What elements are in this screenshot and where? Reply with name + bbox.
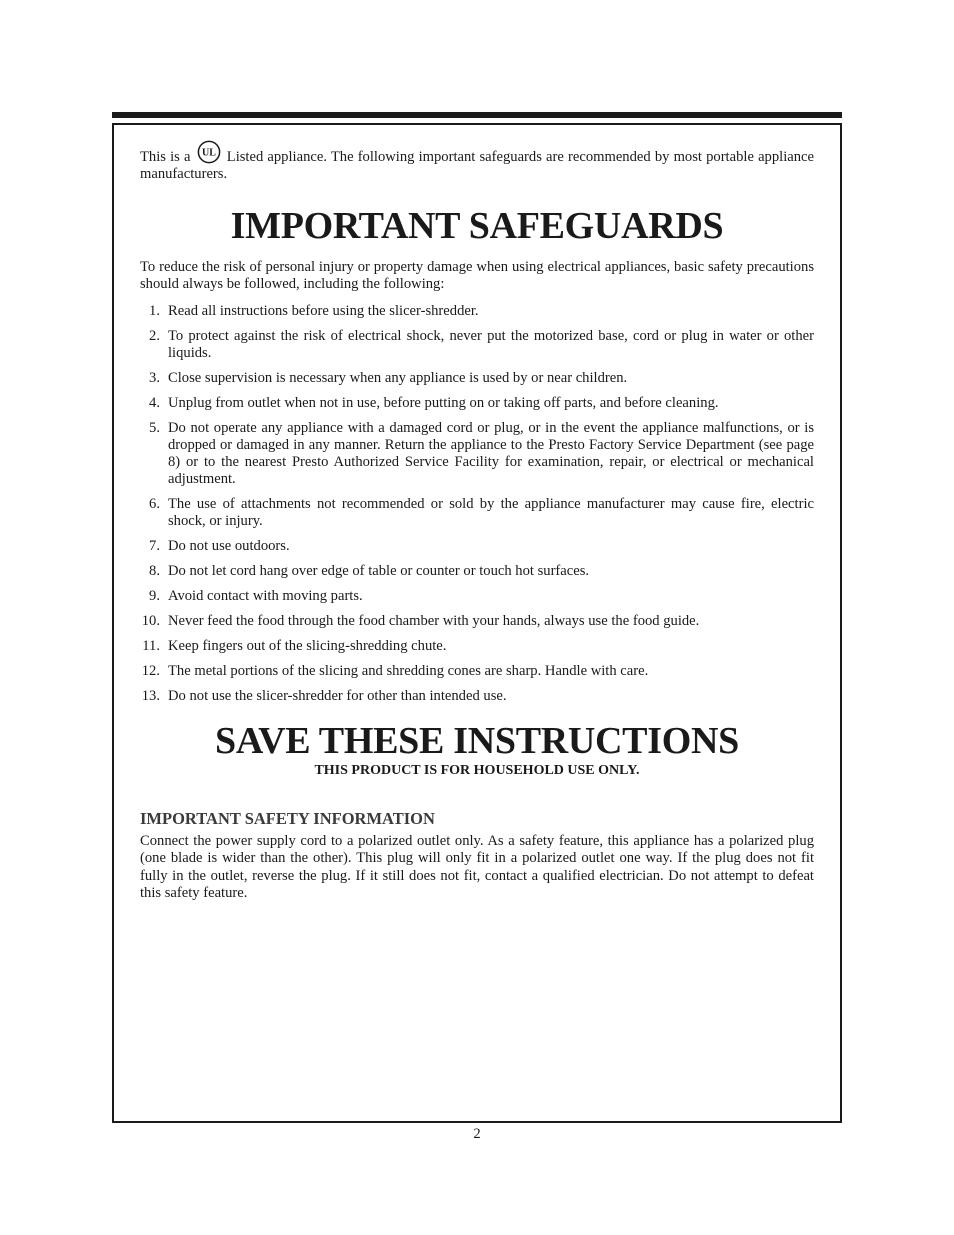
list-item-text: The use of attachments not recommended or sold by the appliance manufacturer may cause fire, electric shock, or injury.	[168, 496, 814, 529]
list-item-text: Do not operate any appliance with a damaged cord or plug, or in the event the appliance malfunctions, or is dropped or damaged in any manner. Return the appliance to the Presto Factory Service Department (see page 8) or to the nearest Presto Authorized Service Facility for examination, repair, or electrical or mechanical adjustment.	[168, 420, 814, 487]
list-item-number: 11.	[142, 638, 160, 654]
list-item-text: Do not use the slicer-shredder for other than intended use.	[168, 688, 507, 704]
list-item	[140, 328, 814, 362]
list-item-number: 10.	[141, 613, 160, 629]
list-item-number: 1.	[149, 303, 160, 319]
list-item-number: 3.	[149, 370, 160, 386]
ul-listed-mark-icon	[197, 140, 221, 164]
list-item-text: Read all instructions before using the slicer-shredder.	[168, 303, 479, 319]
list-item-number: 9.	[149, 588, 160, 604]
list-item-text: Never feed the food through the food chamber with your hands, always use the food guide.	[168, 613, 700, 629]
ul-mark-letters: UL	[201, 147, 216, 159]
list-item	[140, 638, 814, 655]
list-item	[140, 370, 814, 387]
list-item-text: Close supervision is necessary when any appliance is used by or near children.	[168, 370, 628, 386]
safeguards-list	[140, 303, 814, 705]
intro-paragraph	[140, 140, 814, 183]
list-item-text: Do not let cord hang over edge of table or counter or touch hot surfaces.	[168, 563, 590, 579]
list-item-number: 5.	[149, 420, 160, 436]
save-instructions-title: SAVE THESE INSTRUCTIONS	[215, 720, 739, 762]
list-item-number: 6.	[149, 496, 160, 512]
intro-after-mark: Listed appliance. The following important safeguards are recommended by most portable appliance manufacturers.	[140, 149, 814, 182]
safety-information-body: Connect the power supply cord to a polarized outlet only. As a safety feature, this appliance has a polarized plug (one blade is wider than the other). This plug will only fit in a polarized outlet one way. If the plug does not fit fully in the outlet, reverse the plug. If it still does not fit, contact a qualified electrician. Do not attempt to defeat this safety feature.	[140, 833, 814, 901]
intro-before-mark: This is a	[140, 149, 191, 165]
list-item-number: 12.	[141, 663, 160, 679]
list-item	[140, 563, 814, 580]
list-item-number: 2.	[149, 328, 160, 344]
list-item	[140, 303, 814, 320]
list-item	[140, 420, 814, 488]
list-item	[140, 538, 814, 555]
list-item	[140, 395, 814, 412]
list-item-number: 13.	[141, 688, 160, 704]
list-item-text: Do not use outdoors.	[168, 538, 290, 554]
page-content	[140, 140, 814, 902]
list-item	[140, 496, 814, 530]
list-item-number: 7.	[149, 538, 160, 554]
list-item-text: To protect against the risk of electrical shock, never put the motorized base, cord or plug in water or other liquids.	[168, 328, 814, 361]
page-number: 2	[473, 1126, 481, 1142]
list-item	[140, 663, 814, 680]
safeguards-lead: To reduce the risk of personal injury or property damage when using electrical appliances, basic safety precautions should always be followed, including the following:	[140, 259, 814, 292]
important-safeguards-title: IMPORTANT SAFEGUARDS	[230, 205, 724, 247]
list-item-text: Keep fingers out of the slicing-shredding chute.	[168, 638, 447, 654]
list-item-text: The metal portions of the slicing and shredding cones are sharp. Handle with care.	[168, 663, 649, 679]
list-item-text: Avoid contact with moving parts.	[168, 588, 363, 604]
list-item-number: 4.	[149, 395, 160, 411]
household-use-notice: THIS PRODUCT IS FOR HOUSEHOLD USE ONLY.	[314, 763, 640, 778]
list-item	[140, 613, 814, 630]
list-item	[140, 588, 814, 605]
list-item	[140, 688, 814, 705]
list-item-text: Unplug from outlet when not in use, before putting on or taking off parts, and before cleaning.	[168, 395, 719, 411]
list-item-number: 8.	[149, 563, 160, 579]
top-rule	[112, 112, 842, 118]
safety-information-heading: IMPORTANT SAFETY INFORMATION	[140, 809, 435, 828]
